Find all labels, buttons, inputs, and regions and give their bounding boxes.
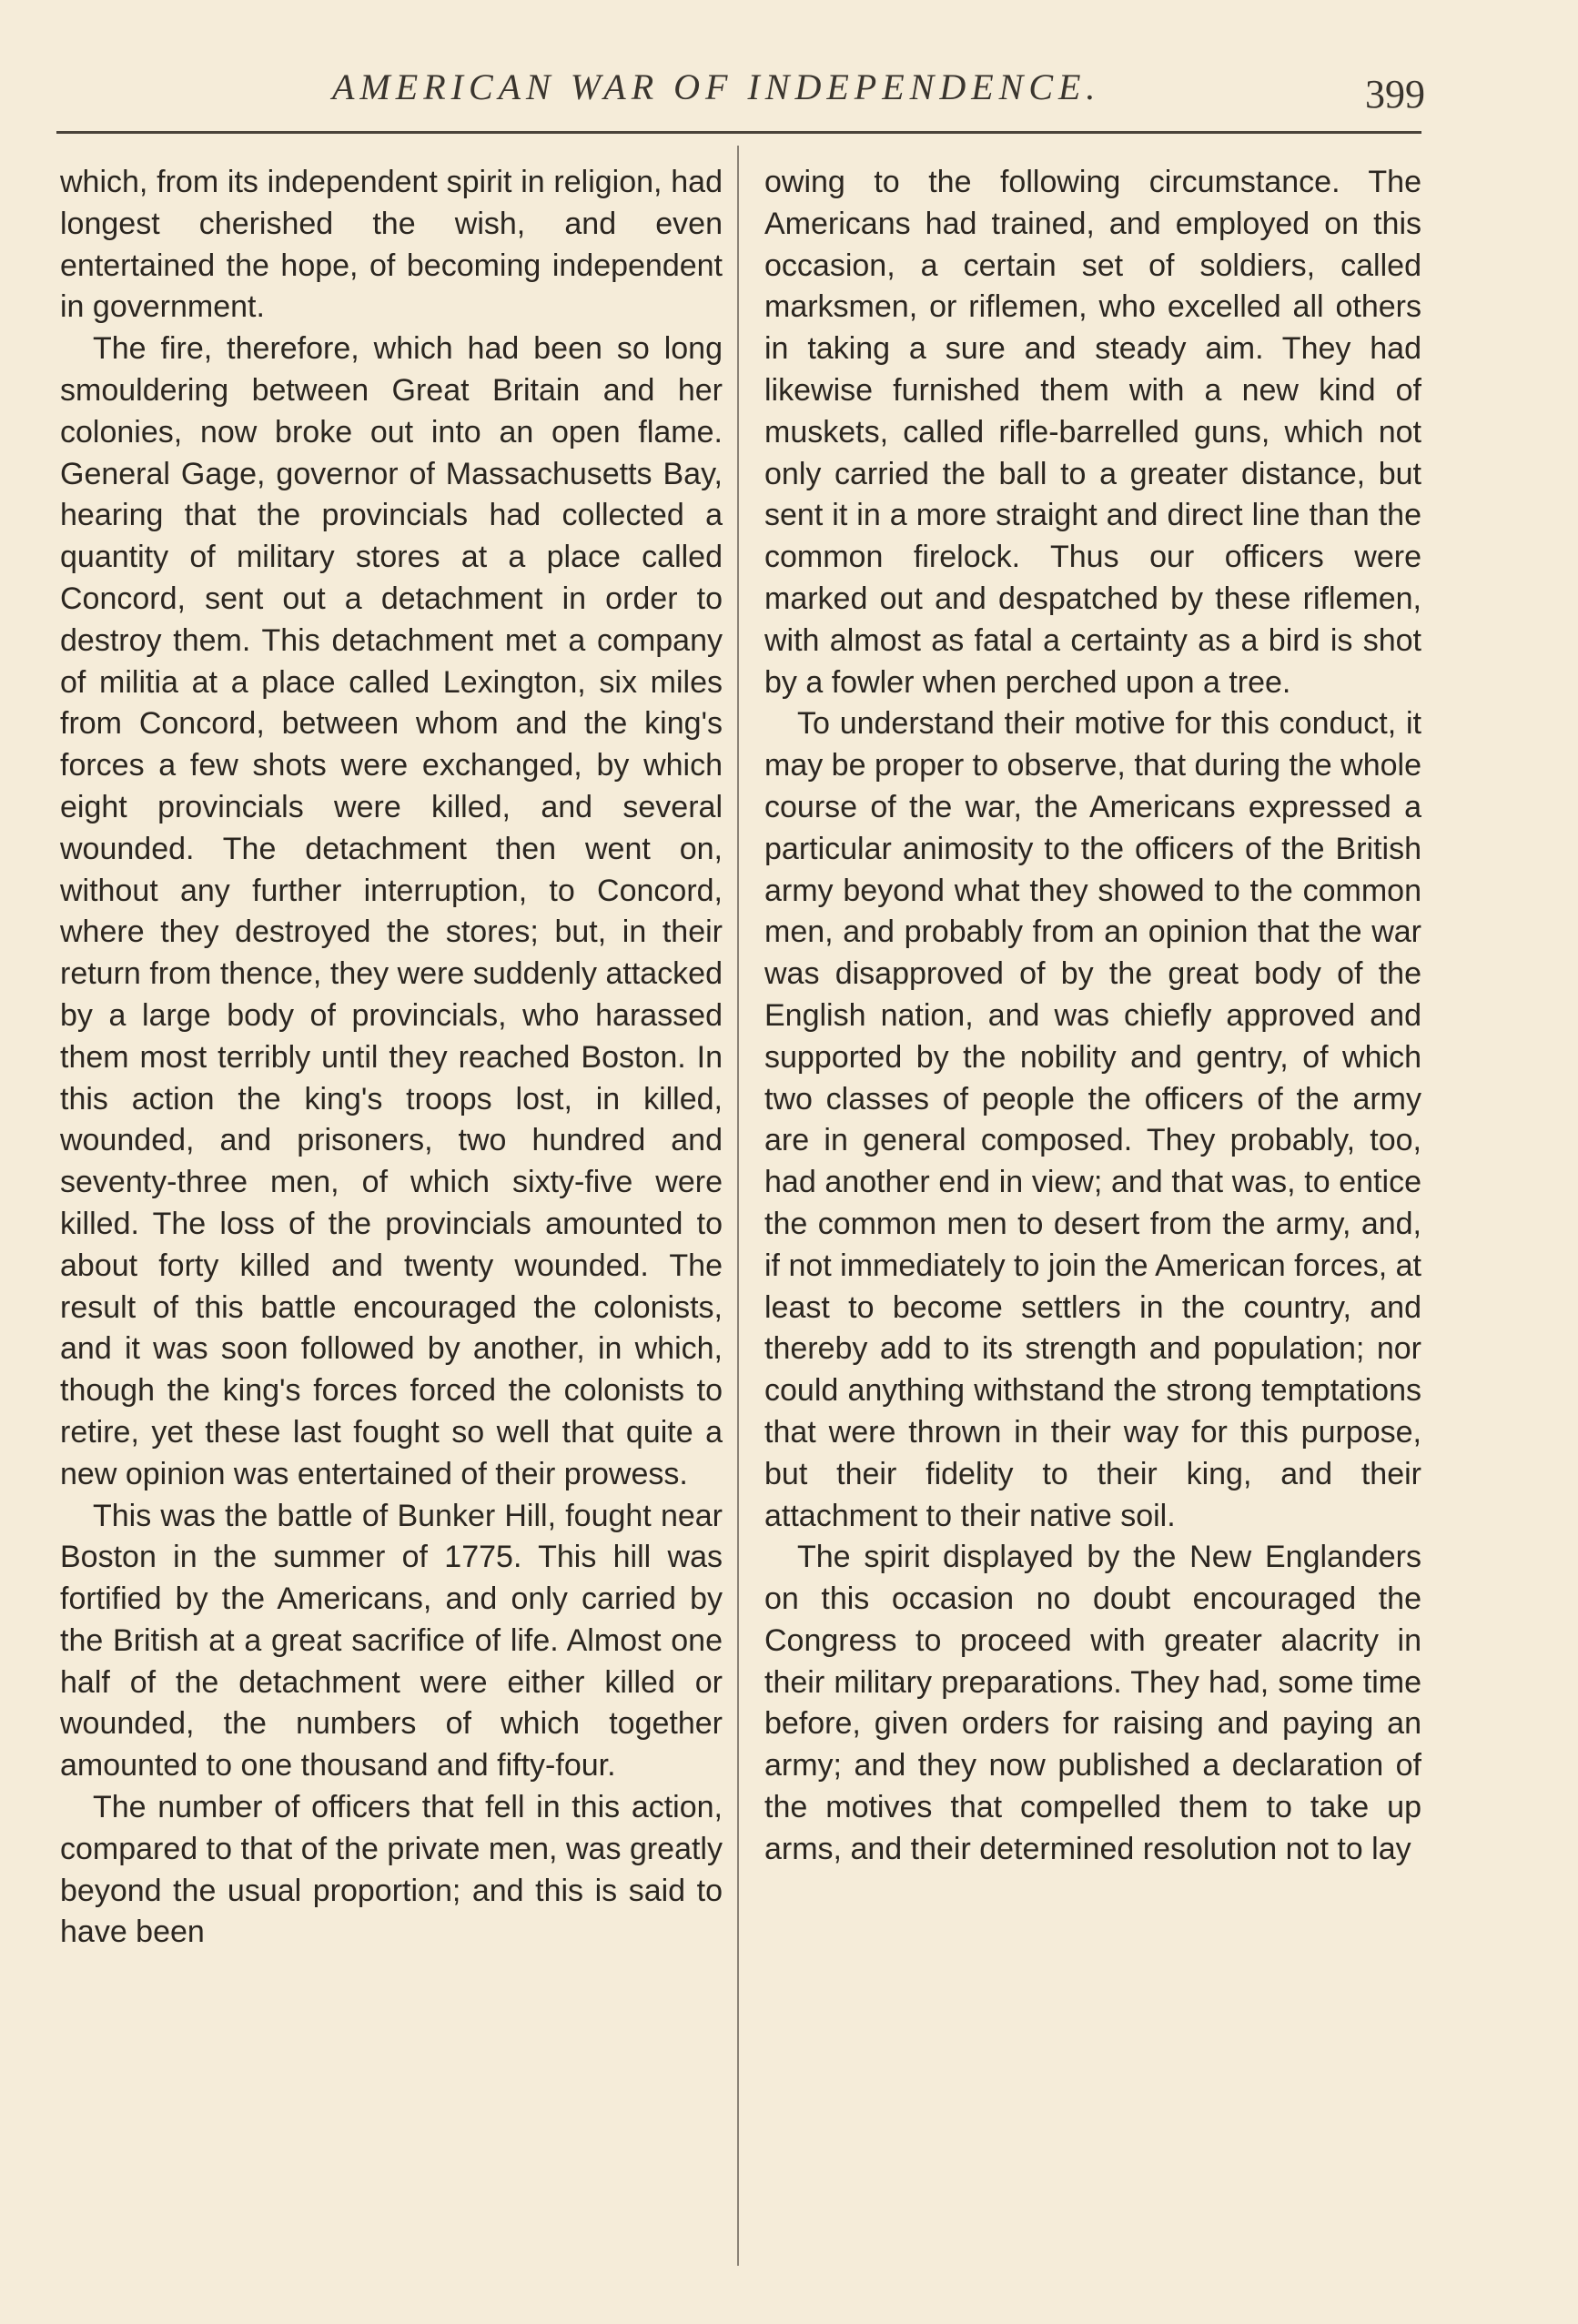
right-paragraph-1: owing to the following circumstance. The Americans had trained, and employed on this occasion, a certain set of soldiers, called marksmen, or riflemen, who excelled all others in taking a sure and steady aim. They had likewise furnished them with a new kind of muskets, called rifle-barrelled guns, which not only carried the ball to a greater distance, but sent it in a more straight and direct line than the common firelock. Thus our officers were marked out and despatched by these riflemen, with almost as fatal a certainty as a bird is shot by a fowler when perched upon a tree. (764, 165, 1421, 700)
left-paragraph-4: The number of officers that fell in this action, compared to that of the private men, was greatly beyond the usual proportion; and this is said to have been (60, 1790, 723, 1950)
left-paragraph-3: This was the battle of Bunker Hill, fought near Boston in the summer of 1775. This hill was fortified by the Americans, and only carried by the British at a great sacrifice of life. Almost one half of the detachment were either killed or wounded, the numbers of which together amounted to one thousand and fifty-four. (60, 1498, 723, 1783)
page-number: 399 (1365, 72, 1425, 116)
column-divider (737, 146, 739, 2266)
right-paragraph-3: The spirit displayed by the New Englanders on this occasion no doubt encouraged the Congress to proceed with greater alacrity in their military preparations. They had, some time before, given orders for raising and paying an army; and they now published a declaration of the motives that compelled them to take up arms, and their determined resolution not to lay (764, 1540, 1421, 1866)
left-column (60, 162, 723, 1954)
right-paragraph-2: To understand their motive for this conduct, it may be proper to observe, that during the whole course of the war, the Americans expressed a particular animosity to the officers of the British army beyond what they showed to the common men, and probably from an opinion that the war was disapproved of by the great body of the English nation, and was chiefly approved and supported by the nobility and gentry, of which two classes of people the officers of the army are in general composed. They probably, too, had another end in view; and that was, to entice the common men to desert from the army, and, if not immediately to join the American forces, at least to become settlers in the country, and thereby add to its strength and population; nor could anything withstand the strong temptations that were thrown in their way for this purpose, but their fidelity to their king, and their attachment to their native soil. (764, 706, 1421, 1533)
left-paragraph-2: The fire, therefore, which had been so long smouldering between Great Britain and her colonies, now broke out into an open flame. General Gage, governor of Massachusetts Bay, hearing that the provincials had collected a quantity of military stores at a place called Concord, sent out a detachment in order to destroy them. This detachment met a company of militia at a place called Lexington, six miles from Concord, between whom and the king's forces a few shots were exchanged, by which eight provincials were killed, and several wounded. The detachment then went on, without any further interruption, to Concord, where they destroyed the stores; but, in their return from thence, they were suddenly attacked by a large body of provincials, who harassed them most terribly until they reached Boston. In this action the king's troops lost, in killed, wounded, and prisoners, two hundred and seventy-three men, of which sixty-five were killed. The loss of the provincials amounted to about forty killed and twenty wounded. The result of this battle encouraged the colonists, and it was soon followed by another, in which, though the king's forces forced the colonists to retire, yet these last fought so well that quite a new opinion was entertained of their prowess. (60, 331, 723, 1491)
header-rule (56, 131, 1421, 134)
right-column (764, 162, 1421, 1871)
left-paragraph-1: which, from its independent spirit in religion, had longest cherished the wish, and even entertained the hope, of becoming independent in government. (60, 165, 723, 325)
running-title: AMERICAN WAR OF INDEPENDENCE. (332, 66, 1101, 107)
